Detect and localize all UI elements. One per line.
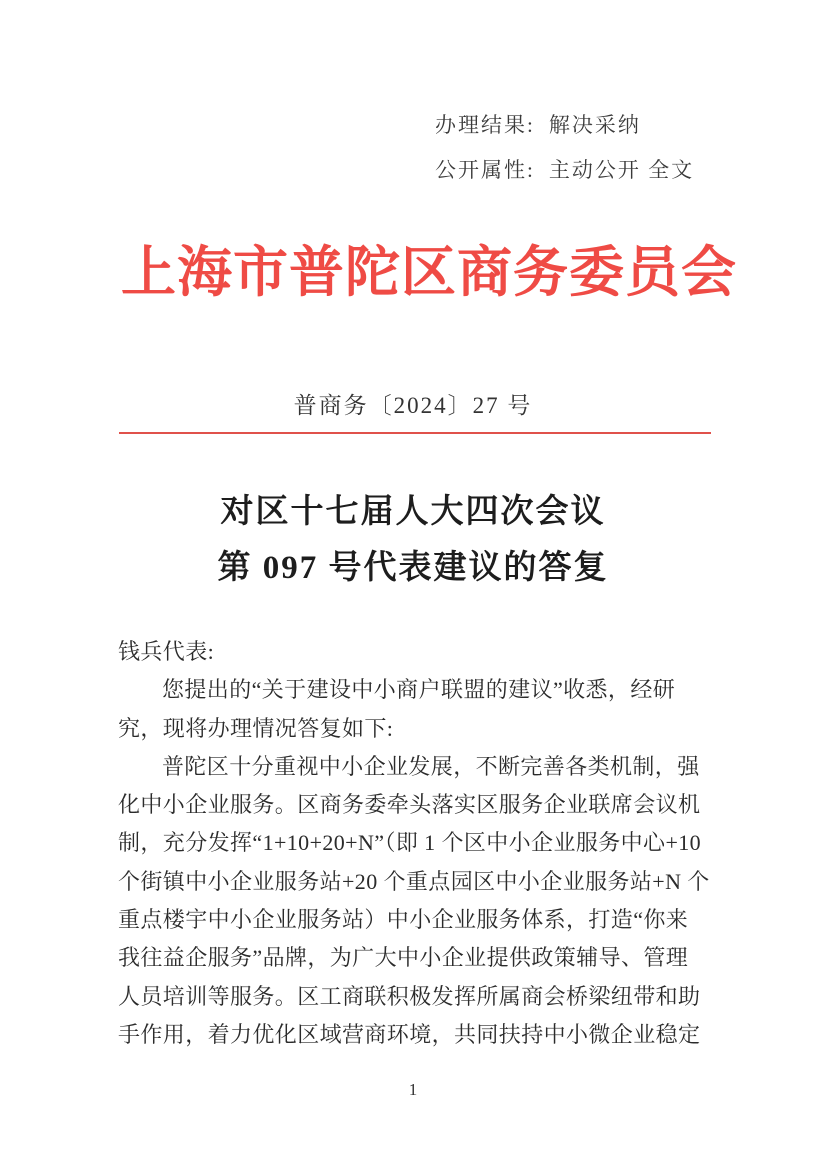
document-title-line-2: 第 097 号代表建议的答复 bbox=[217, 550, 609, 586]
document-body bbox=[118, 633, 718, 1054]
body-line: 重点楼宇中小企业服务站）中小企业服务体系，打造“你来 bbox=[118, 907, 689, 933]
body-line: 我往益企服务”品牌，为广大中小企业提供政策辅导、管理 bbox=[118, 945, 689, 971]
red-divider-line bbox=[119, 432, 711, 434]
meta-block bbox=[435, 103, 694, 193]
handling-result-value: 解决采纳 bbox=[548, 113, 641, 137]
organization-letterhead: 上海市普陀区商务委员会 bbox=[120, 242, 737, 303]
page-number: 1 bbox=[408, 1080, 418, 1099]
body-line: 人员培训等服务。区工商联积极发挥所属商会桥梁纽带和助 bbox=[118, 983, 701, 1009]
body-line: 制，充分发挥“1+10+20+N”（即 1 个区中小企业服务中心+10 bbox=[118, 830, 702, 856]
meta-row-handling-result bbox=[435, 103, 694, 148]
document-reference-number: 普商务〔2024〕27 号 bbox=[293, 393, 533, 418]
disclosure-value: 主动公开 全文 bbox=[548, 158, 695, 182]
document-title bbox=[0, 484, 826, 596]
body-line: 手作用，着力优化区域营商环境，共同扶持中小微企业稳定 bbox=[118, 1021, 701, 1047]
document-title-line-1: 对区十七届人大四次会议 bbox=[220, 494, 606, 530]
body-line: 个街镇中小企业服务站+20 个重点园区中小企业服务站+N 个 bbox=[118, 868, 710, 894]
body-line: 化中小企业服务。区商务委牵头落实区服务企业联席会议机 bbox=[118, 792, 701, 818]
body-line: 普陀区十分重视中小企业发展，不断完善各类机制，强 bbox=[162, 753, 700, 779]
meta-row-disclosure bbox=[435, 148, 694, 193]
disclosure-label: 公开属性: bbox=[435, 158, 535, 182]
handling-result-label: 办理结果: bbox=[435, 113, 535, 137]
salutation-line: 钱兵代表: bbox=[118, 639, 215, 664]
body-line: 您提出的“关于建设中小商户联盟的建议”收悉，经研 bbox=[162, 677, 676, 703]
body-line: 究，现将办理情况答复如下: bbox=[118, 715, 394, 741]
